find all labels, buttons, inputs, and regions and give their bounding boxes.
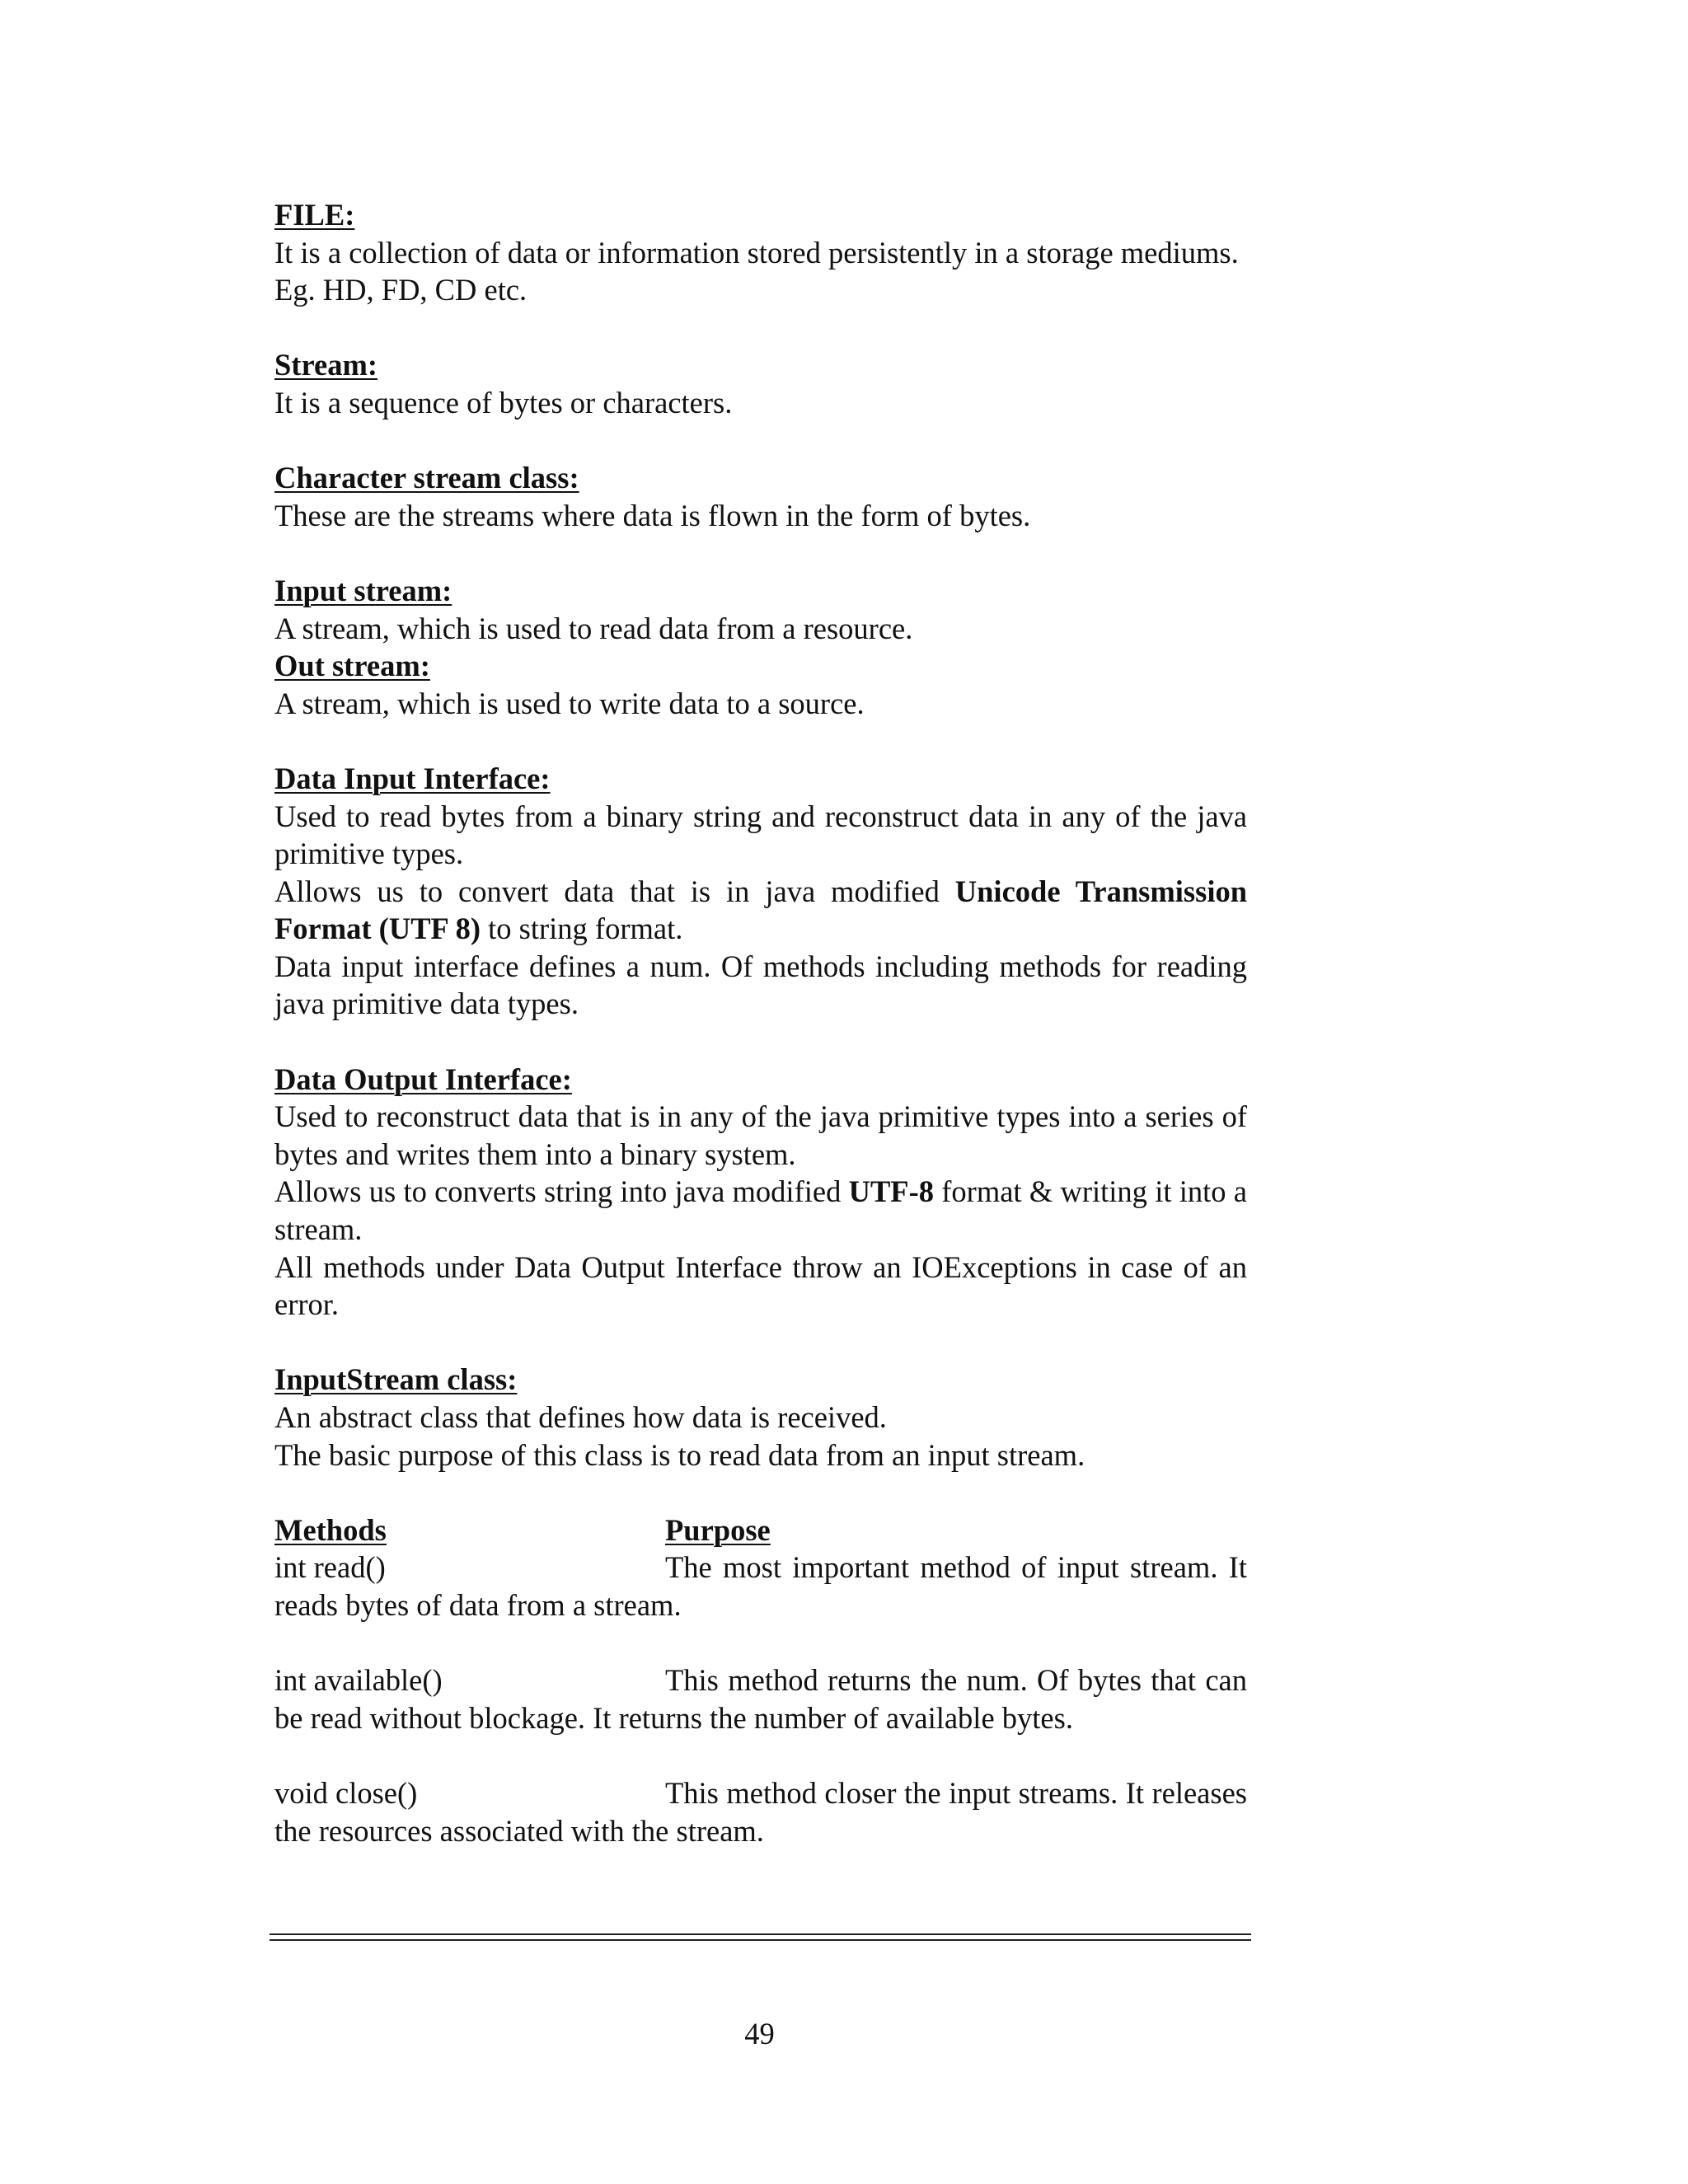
method-name: int available() <box>274 1663 443 1698</box>
page-body <box>274 196 1247 1849</box>
method-row <box>274 1774 1247 1849</box>
inputstream-class-line-2: The basic purpose of this class is to read data from an input stream. <box>274 1437 1085 1472</box>
data-input-heading: Data Input Interface: <box>274 761 551 795</box>
data-input-para-2: Allows us to convert data that is in java modified Unicode Transmission Format (UTF 8) to string format. <box>274 874 1248 946</box>
footer-rule-bottom <box>270 1939 1251 1941</box>
method-row <box>274 1661 1247 1736</box>
data-output-para-3: All methods under Data Output Interface throw an IOExceptions in case of an error. <box>274 1249 1247 1322</box>
data-input-para-1: Used to read bytes from a binary string and reconstruct data in any of the java primitive types. <box>274 799 1247 871</box>
data-output-para-2: Allows us to converts string into java modified UTF-8 format & writing it into a stream. <box>274 1174 1247 1247</box>
data-output-heading: Data Output Interface: <box>274 1062 572 1096</box>
methods-column-header: Methods <box>274 1512 387 1547</box>
stream-definition: It is a sequence of bytes or characters. <box>274 385 733 419</box>
method-name: void close() <box>274 1775 418 1810</box>
file-definition: It is a collection of data or information stored persistently in a storage mediums. <box>274 235 1239 269</box>
data-input-para-3: Data input interface defines a num. Of methods including methods for reading java primitive data types. <box>274 949 1247 1021</box>
out-stream-heading: Out stream: <box>274 649 430 683</box>
utf8-term: Unicode Transmission Format (UTF 8) <box>274 874 1248 946</box>
method-row <box>274 1549 1247 1624</box>
footer-rule-top <box>270 1933 1251 1935</box>
methods-table-header <box>274 1511 1247 1549</box>
inputstream-class-line-1: An abstract class that defines how data is received. <box>274 1400 887 1434</box>
out-stream-definition: A stream, which is used to write data to a source. <box>274 686 865 720</box>
character-stream-heading: Character stream class: <box>274 461 579 495</box>
method-purpose: This method closer the input streams. It releases the resources associated with the stream. <box>274 1775 1247 1848</box>
stream-heading: Stream: <box>274 348 378 382</box>
inputstream-class-heading: InputStream class: <box>274 1362 518 1397</box>
file-examples: Eg. HD, FD, CD etc. <box>274 273 528 307</box>
method-name: int read() <box>274 1550 386 1585</box>
input-stream-definition: A stream, which is used to read data from a resource. <box>274 611 913 645</box>
utf8-term: UTF-8 <box>848 1174 934 1209</box>
data-output-para-1: Used to reconstruct data that is in any of the java primitive types into a series of bytes and writes them into a binary system. <box>274 1099 1247 1171</box>
method-purpose: The most important method of input stream. It reads bytes of data from a stream. <box>274 1550 1247 1622</box>
method-purpose: This method returns the num. Of bytes that can be read without blockage. It returns the number of available bytes. <box>274 1663 1247 1735</box>
page-number: 49 <box>744 2017 775 2050</box>
file-heading: FILE: <box>274 198 355 232</box>
character-stream-definition: These are the streams where data is flown in the form of bytes. <box>274 498 1031 532</box>
purpose-column-header: Purpose <box>665 1512 771 1547</box>
input-stream-heading: Input stream: <box>274 573 452 607</box>
